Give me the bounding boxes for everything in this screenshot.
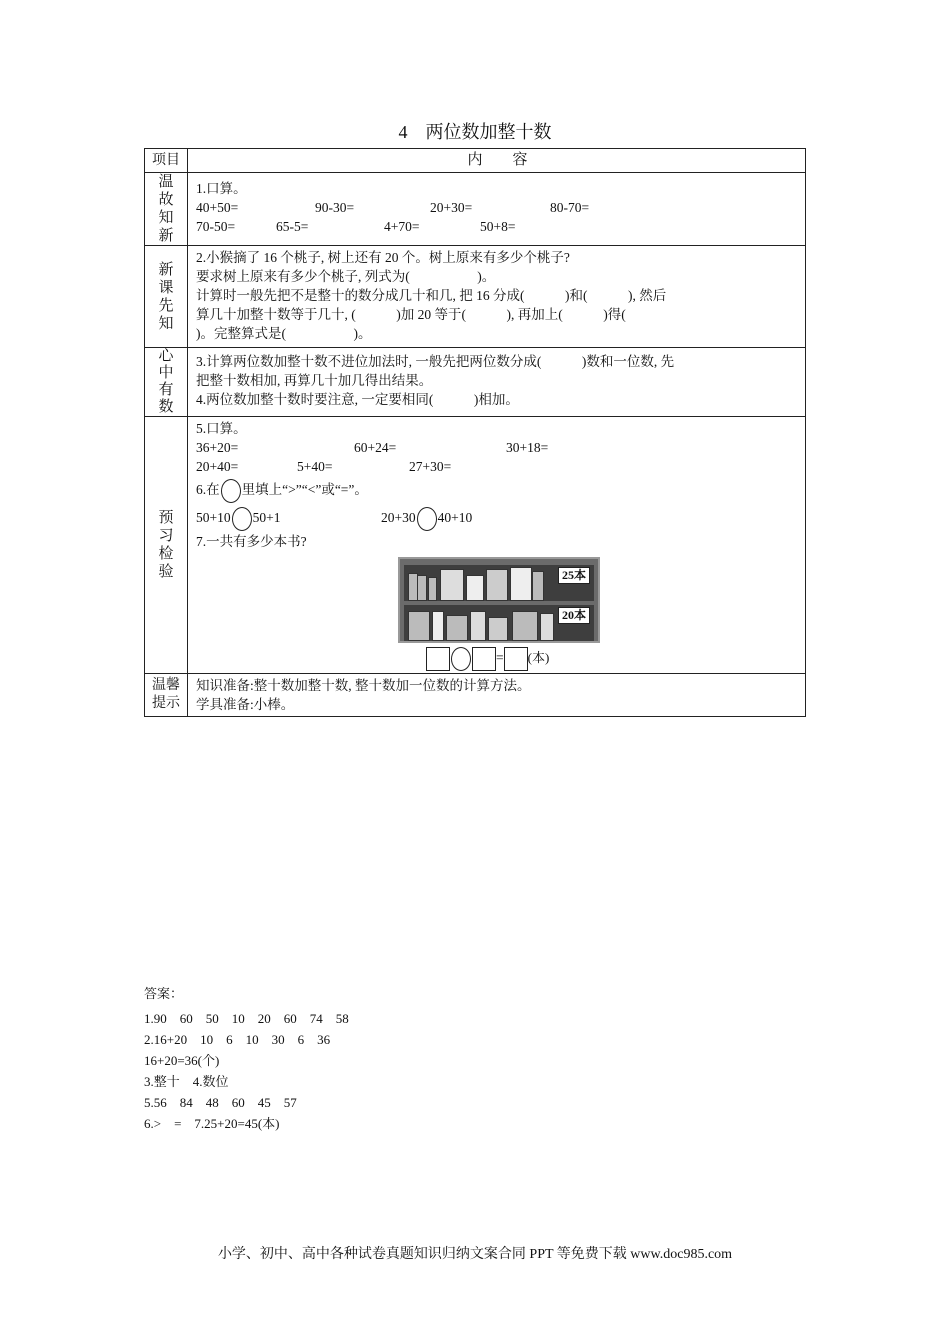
answer-box[interactable] [472, 647, 496, 671]
row-label: 心中有数 [145, 348, 188, 416]
unit-label: (本) [527, 650, 550, 665]
expr-right: 50+1 [252, 510, 281, 525]
expr-left: 50+10 [196, 510, 231, 525]
answer-line: 5.56 84 48 60 45 57 [144, 1095, 297, 1110]
text-line: 计算时一般先把不是整十的数分成几十和几, 把 16 分成( )和( ), 然后 [196, 288, 667, 303]
text-line: 2.小猴摘了 16 个桃子, 树上还有 20 个。树上原来有多少个桃子? [196, 250, 570, 265]
calc: 30+18= [506, 440, 549, 455]
bookshelf-image [398, 557, 600, 643]
row-label: 温馨提示 [145, 674, 188, 716]
text-line: 把整十数相加, 再算几十加几得出结果。 [196, 373, 433, 388]
text-line: 算几十加整十数等于几十, ( )加 20 等于( ), 再加上( )得( [196, 307, 626, 322]
footer-text: 小学、初中、高中各种试卷真题知识归纳文案合同 PPT 等免费下载 www.doc985.com [217, 1247, 733, 1262]
calc: 4+70= [384, 219, 420, 234]
compare-2 [381, 504, 472, 532]
expr-left: 20+30 [381, 510, 416, 525]
compare-row [196, 504, 799, 532]
compare-circle[interactable] [232, 507, 252, 531]
calc: 40+50= [196, 200, 239, 215]
answer-line: 3.整十 4.数位 [144, 1074, 229, 1089]
calc-row [196, 217, 799, 236]
shelf-top [404, 565, 594, 601]
preview-check-row [145, 416, 805, 673]
calc: 20+40= [196, 459, 239, 474]
shelf-label: 20本 [558, 607, 590, 624]
q6-prefix: 6.在 [196, 482, 220, 497]
text-line: 4.两位数加整十数时要注意, 一定要相同( )相加。 [196, 392, 519, 407]
answer-line: 16+20=36(个) [144, 1053, 220, 1068]
q5-title: 5.口算。 [196, 421, 247, 436]
text-line: 3.计算两位数加整十数不进位加法时, 一般先把两位数分成( )数和一位数, 先 [196, 354, 675, 369]
shelf-bottom [404, 605, 594, 641]
calc: 36+20= [196, 440, 239, 455]
preview-table [144, 148, 806, 717]
answer-box[interactable] [504, 647, 528, 671]
header-row [145, 149, 805, 172]
new-lesson-row [145, 245, 805, 347]
text-line: )。完整算式是( )。 [196, 326, 372, 341]
row-label: 温故知新 [145, 173, 188, 245]
calc: 27+30= [409, 459, 452, 474]
calc-row [196, 457, 799, 476]
expr-right: 40+10 [437, 510, 473, 525]
text-line: 学具准备:小棒。 [196, 697, 295, 712]
answer-line: 6.> = 7.25+20=45(本) [144, 1116, 280, 1131]
answers-heading: 答案： [144, 986, 184, 1001]
equals-sign: = [496, 650, 504, 665]
page-title: 4 两位数加整十数 [398, 122, 552, 142]
tips-row [145, 673, 805, 716]
calc: 50+8= [480, 219, 516, 234]
calc-row [196, 198, 799, 217]
circle-icon [221, 479, 241, 503]
q6-title [196, 476, 799, 504]
compare-circle[interactable] [417, 507, 437, 531]
calc: 20+30= [430, 200, 473, 215]
calc: 90-30= [315, 200, 355, 215]
q1-title: 1.口算。 [196, 181, 247, 196]
shelf-label: 25本 [558, 567, 590, 584]
calc: 65-5= [276, 219, 309, 234]
row-label: 新课先知 [145, 246, 188, 347]
calc: 60+24= [354, 440, 397, 455]
text-line: 知识准备:整十数加整十数, 整十数加一位数的计算方法。 [196, 678, 531, 693]
text-line: 要求树上原来有多少个桃子, 列式为( )。 [196, 269, 496, 284]
header-item: 项目 [145, 149, 188, 172]
compare-1 [196, 504, 381, 532]
q7-title: 7.一共有多少本书? [196, 534, 307, 549]
key-points-row [145, 347, 805, 416]
answer-line: 1.90 60 50 10 20 60 74 58 [144, 1011, 349, 1026]
q6-suffix: 里填上“>”“<”或“=”。 [241, 482, 368, 497]
calc: 5+40= [297, 459, 333, 474]
answer-equation [426, 645, 799, 671]
operator-circle[interactable] [451, 647, 471, 671]
calc-row [196, 438, 799, 457]
review-row [145, 172, 805, 245]
answer-line: 2.16+20 10 6 10 30 6 36 [144, 1032, 331, 1047]
answer-box[interactable] [426, 647, 450, 671]
header-content: 内 容 [467, 152, 528, 168]
calc: 70-50= [196, 219, 236, 234]
row-label: 预习检验 [145, 417, 188, 673]
calc: 80-70= [550, 200, 590, 215]
